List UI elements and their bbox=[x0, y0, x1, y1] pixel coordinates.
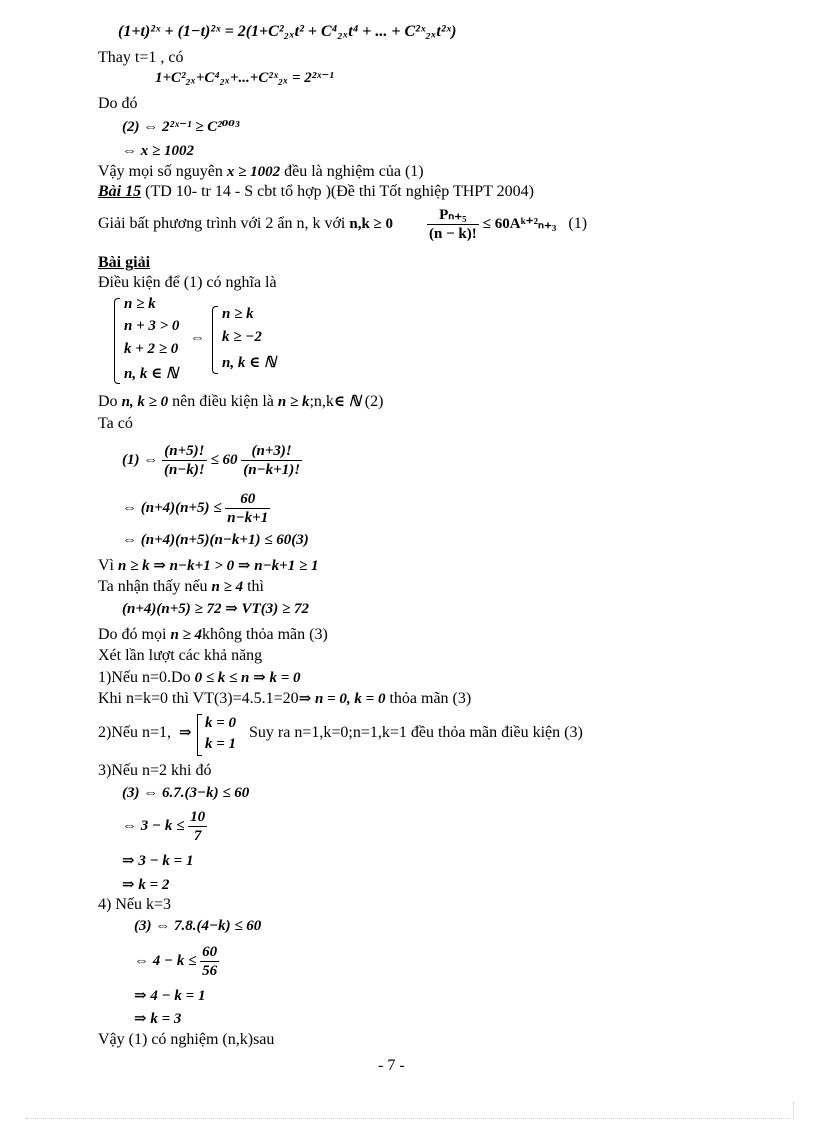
cond-math-b: n ≥ k bbox=[277, 394, 310, 410]
eq-vt-bound: (n+4)(n+5) ≥ 72 ⇒ VT(3) ≥ 72 bbox=[122, 601, 309, 617]
exercise-15-heading bbox=[98, 182, 534, 202]
final-conclusion: Vậy (1) có nghiệm (n,k)sau bbox=[98, 1031, 275, 1048]
case-1-result-math: ⇒ n = 0, k = 0 bbox=[298, 691, 386, 707]
page-border-bottom bbox=[26, 1118, 790, 1119]
cond-math-c: ∈ ℕ bbox=[333, 394, 361, 410]
case-2-k0: k = 0 bbox=[205, 715, 237, 731]
binomial-identity: (1+t)²ˣ + (1−t)²ˣ = 2(1+C²₂ₓt² + C⁴₂ₓt⁴ + ... + C²ˣ₂ₓt²ˣ) bbox=[118, 23, 457, 40]
case-1-result-text: Khi n=k=0 thì VT(3)=4.5.1=20 bbox=[98, 690, 299, 707]
e2-den: n−k+1 bbox=[227, 510, 269, 527]
e1-den-2: (n−k+1)! bbox=[243, 462, 301, 479]
e1-mid: ≤ 60 bbox=[210, 452, 238, 468]
problem-fraction bbox=[427, 206, 479, 243]
sys-right-row-2: k ≥ −2 bbox=[222, 329, 262, 345]
eq-inequality-2: (2) ⇔ 2²ˣ⁻¹ ≥ C²⁰⁰³ bbox=[122, 119, 240, 135]
condition-summary bbox=[98, 392, 383, 412]
case-2-result: Suy ra n=1,k=0;n=1,k=1 đều thỏa mãn điều kiện (3) bbox=[249, 724, 583, 741]
observe-text-a: Ta nhận thấy nếu bbox=[98, 578, 212, 595]
e1-num-2: (n+3)! bbox=[241, 442, 302, 461]
case-4-eq-2 bbox=[134, 940, 219, 982]
case-3-eq-3: ⇒ 3 − k = 1 bbox=[122, 853, 194, 869]
e1-fraction-2 bbox=[241, 442, 302, 479]
case-3-num: 10 bbox=[190, 809, 206, 826]
case-1-result bbox=[98, 689, 471, 709]
problem-text: Giải bất phương trình với 2 ẩn n, k với bbox=[98, 215, 350, 233]
exercise-15-source: (TD 10- tr 14 - S cbt tổ hợp )(Đề thi Tốt nghiệp THPT 2004) bbox=[141, 183, 534, 200]
case-3-eq-2 bbox=[122, 806, 207, 846]
e1-lhs: (1) ⇔ bbox=[122, 452, 159, 468]
cond-math-a: n, k ≥ 0 bbox=[121, 394, 169, 410]
conclusion-text-b: đều là nghiệm của (1) bbox=[280, 163, 424, 180]
text-substitute-t: Thay t=1 , có bbox=[98, 49, 184, 66]
text-we-have: Ta có bbox=[98, 415, 133, 432]
exercise-15-title: Bài 15 bbox=[98, 183, 142, 200]
case-3-eq-4: ⇒ k = 2 bbox=[122, 877, 170, 893]
case-2-k1: k = 1 bbox=[205, 736, 237, 752]
case-4-eq-3: ⇒ 4 − k = 1 bbox=[134, 988, 206, 1004]
because-math: n ≥ k ⇒ n−k+1 > 0 ⇒ n−k+1 ≥ 1 bbox=[118, 558, 319, 574]
not-satisfy-text-b: không thỏa mãn (3) bbox=[202, 626, 328, 643]
observe-text-b: thì bbox=[243, 578, 264, 595]
not-satisfy-line bbox=[98, 625, 328, 645]
case-4-den: 56 bbox=[202, 963, 218, 980]
observe-line bbox=[98, 577, 264, 597]
condition-system bbox=[114, 296, 314, 386]
case-3-heading: 3)Nếu n=2 khi đó bbox=[98, 762, 212, 779]
problem-denominator: (n − k)! bbox=[429, 226, 477, 242]
system-equivalence: ⇔ bbox=[190, 330, 205, 346]
cond-text-c: ;n,k bbox=[309, 393, 334, 410]
page-border-corner bbox=[793, 1102, 794, 1120]
page-number: - 7 - bbox=[378, 1057, 405, 1074]
cond-tag: (2) bbox=[360, 393, 384, 410]
case-4-eq-4: ⇒ k = 3 bbox=[134, 1011, 182, 1027]
e1-den-1: (n−k)! bbox=[164, 462, 205, 479]
not-satisfy-text-a: Do đó mọi bbox=[98, 626, 171, 643]
problem-rhs: ≤ 60Aᵏ⁺²ₙ₊₃ bbox=[482, 216, 557, 233]
condition-intro: Điều kiện để (1) có nghĩa là bbox=[98, 274, 277, 291]
case-3-eq-1: (3) ⇔ 6.7.(3−k) ≤ 60 bbox=[122, 785, 250, 801]
e1-num-1: (n+5)! bbox=[162, 442, 207, 461]
problem-numerator: Pₙ₊₅ bbox=[427, 206, 479, 225]
case-2-bracket bbox=[197, 714, 202, 756]
sys-left-row-1: n ≥ k bbox=[124, 296, 156, 312]
case-4-fraction bbox=[200, 943, 219, 980]
eq-inequality-3: ⇔ (n+4)(n+5)(n−k+1) ≤ 60(3) bbox=[122, 532, 309, 548]
case-1-result-tail: thỏa mãn (3) bbox=[385, 690, 472, 707]
not-satisfy-math: n ≥ 4 bbox=[170, 627, 203, 643]
system-left-brace bbox=[114, 298, 120, 384]
sys-left-row-4: n, k ∈ ℕ bbox=[124, 366, 178, 382]
eq-product-inequality bbox=[122, 488, 270, 528]
conclusion-math: x ≥ 1002 bbox=[226, 164, 281, 180]
case-4-heading: 4) Nếu k=3 bbox=[98, 896, 172, 913]
sys-right-row-1: n ≥ k bbox=[222, 306, 254, 322]
case-3-den: 7 bbox=[193, 828, 202, 845]
problem-statement bbox=[98, 206, 587, 246]
conclusion-text-a: Vậy mọi số nguyên bbox=[98, 163, 227, 180]
text-therefore: Do đó bbox=[98, 95, 138, 112]
case-4-eq-1: (3) ⇔ 7.8.(4−k) ≤ 60 bbox=[134, 918, 262, 934]
case-2-arrow: ⇒ bbox=[179, 725, 192, 741]
case-3-fraction bbox=[188, 808, 207, 845]
case-4-eq-2-lhs: ⇔ 4 − k ≤ bbox=[134, 953, 197, 969]
case-3-eq-2-lhs: ⇔ 3 − k ≤ bbox=[122, 818, 185, 834]
case-4-num: 60 bbox=[202, 944, 218, 961]
e1-fraction-1 bbox=[162, 442, 207, 479]
observe-math: n ≥ 4 bbox=[211, 579, 244, 595]
sys-left-row-2: n + 3 > 0 bbox=[124, 318, 180, 334]
case-1-math: 0 ≤ k ≤ n ⇒ k = 0 bbox=[194, 670, 301, 686]
eq-factorial-inequality bbox=[122, 436, 302, 484]
cond-text-a: Do bbox=[98, 393, 122, 410]
because-line bbox=[98, 556, 318, 576]
solution-title: Bài giải bbox=[98, 254, 151, 271]
consider-cases: Xét lần lượt các khả năng bbox=[98, 647, 263, 664]
sys-right-row-3: n, k ∈ ℕ bbox=[222, 355, 276, 371]
eq-x-bound: ⇔ x ≥ 1002 bbox=[122, 143, 194, 159]
case-1-line bbox=[98, 668, 301, 688]
case-1-text: 1)Nếu n=0.Do bbox=[98, 669, 195, 686]
e2-fraction bbox=[225, 490, 270, 527]
sys-left-row-3: k + 2 ≥ 0 bbox=[124, 341, 179, 357]
problem-condition: n,k ≥ 0 bbox=[349, 216, 394, 233]
system-right-brace bbox=[212, 306, 218, 374]
solution-heading bbox=[98, 253, 150, 273]
eq-sum-coefficients: 1+C²₂ₓ+C⁴₂ₓ+...+C²ˣ₂ₓ = 2²ˣ⁻¹ bbox=[155, 70, 334, 86]
e2-lhs: ⇔ (n+4)(n+5) ≤ bbox=[122, 500, 222, 516]
conclusion-line bbox=[98, 162, 424, 182]
e2-num: 60 bbox=[225, 490, 270, 509]
cond-text-b: nên điều kiện là bbox=[168, 393, 278, 410]
because-text: Vì bbox=[98, 557, 118, 574]
case-2-text-start: 2)Nếu n=1, bbox=[98, 724, 172, 741]
problem-tag: (1) bbox=[568, 215, 588, 233]
